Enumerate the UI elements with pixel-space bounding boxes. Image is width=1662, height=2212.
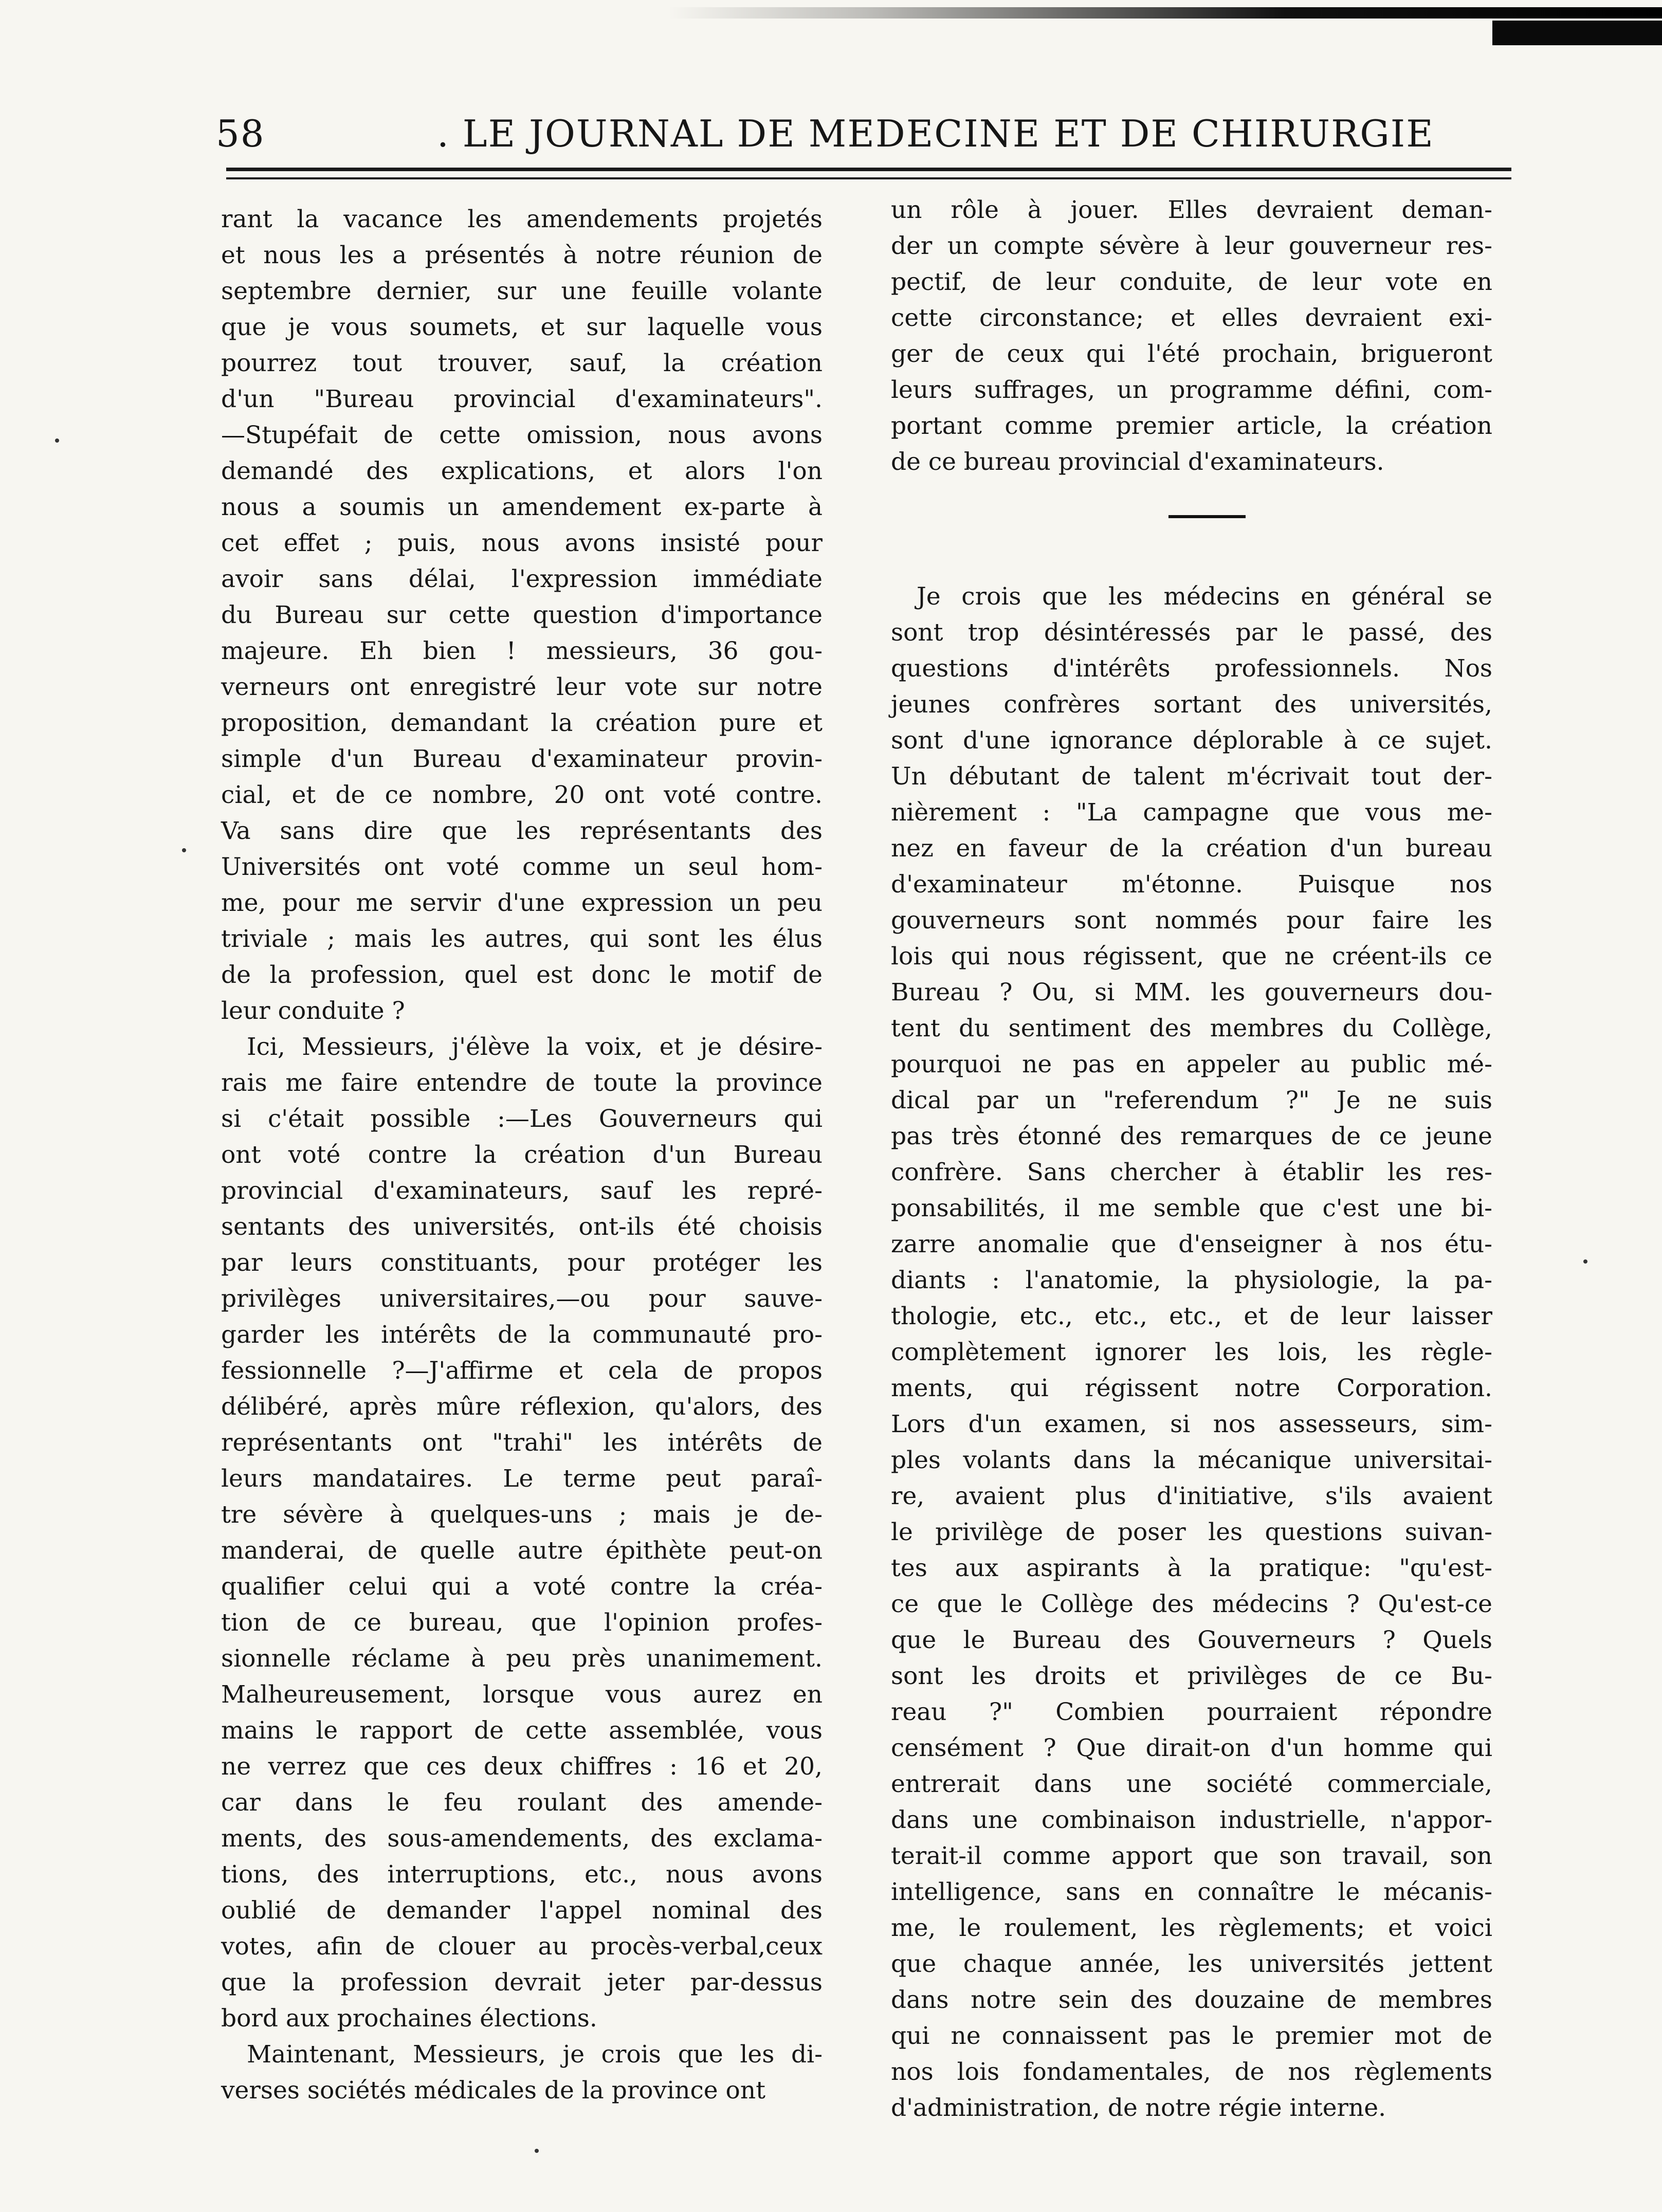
text-line: entrerait dans une société commerciale, — [891, 1770, 1492, 1798]
text-line: Maintenant, Messieurs, je crois que les di- — [247, 2040, 823, 2069]
text-line: confrère. Sans chercher à établir les res- — [891, 1158, 1492, 1186]
text-line: gouverneurs sont nommés pour faire les — [891, 906, 1492, 935]
text-line: rant la vacance les amendements projetés — [221, 205, 823, 233]
text-line: tion de ce bureau, que l'opinion profes- — [221, 1608, 823, 1637]
scan-edge-streak — [668, 7, 1662, 19]
text-line: verneurs ont enregistré leur vote sur notre — [221, 673, 823, 701]
text-line: ont voté contre la création d'un Bureau — [221, 1141, 823, 1169]
paragraph — [891, 192, 1492, 480]
text-line: cial, et de ce nombre, 20 ont voté contre. — [221, 781, 823, 809]
text-line: de la profession, quel est donc le motif de — [221, 961, 823, 989]
text-line: Universités ont voté comme un seul hom- — [221, 853, 823, 881]
text-line: tent du sentiment des membres du Collège, — [891, 1014, 1492, 1043]
paragraph — [221, 202, 823, 1029]
section-separator — [1168, 515, 1246, 518]
text-line: jeunes confrères sortant des universités, — [891, 690, 1492, 719]
text-line: d'un "Bureau provincial d'examinateurs". — [221, 385, 823, 413]
text-line: tions, des interruptions, etc., nous avons — [221, 1860, 823, 1889]
paragraph — [891, 579, 1492, 2126]
text-line: ments, qui régissent notre Corporation. — [891, 1374, 1492, 1402]
text-line: qualifier celui qui a voté contre la créa- — [221, 1573, 823, 1601]
text-line: représentants ont "trahi" les intérêts de — [221, 1429, 823, 1457]
header-rule-thin — [226, 177, 1511, 179]
text-line: diants : l'anatomie, la physiologie, la pa- — [891, 1266, 1492, 1294]
text-line: septembre dernier, sur une feuille volante — [221, 277, 823, 305]
text-line: et nous les a présentés à notre réunion de — [221, 241, 823, 269]
text-line: ments, des sous-amendements, des exclama- — [221, 1824, 823, 1853]
text-line: du Bureau sur cette question d'importance — [221, 601, 823, 629]
text-line: reau ?" Combien pourraient répondre — [891, 1698, 1492, 1726]
text-line: avoir sans délai, l'expression immédiate — [221, 565, 823, 593]
text-line: ponsabilités, il me semble que c'est une bi- — [891, 1194, 1492, 1222]
text-line: triviale ; mais les autres, qui sont les élus — [221, 925, 823, 953]
text-line: lois qui nous régissent, que ne créent-ils ce — [891, 942, 1492, 971]
text-line: car dans le feu roulant des amende- — [221, 1788, 823, 1817]
text-line: dans une combinaison industrielle, n'appor- — [891, 1806, 1492, 1834]
left-column — [221, 202, 823, 2109]
text-line: pas très étonné des remarques de ce jeune — [891, 1122, 1492, 1150]
text-line: sont les droits et privilèges de ce Bu- — [891, 1662, 1492, 1690]
text-line: que le Bureau des Gouverneurs ? Quels — [891, 1626, 1492, 1654]
paragraph — [221, 1029, 823, 2037]
text-line: dans notre sein des douzaine de membres — [891, 1986, 1492, 2014]
text-line: privilèges universitaires,—ou pour sauve- — [221, 1285, 823, 1313]
text-line: que la profession devrait jeter par-dessus — [221, 1968, 823, 1997]
text-line: me, le roulement, les règlements; et voici — [891, 1914, 1492, 1942]
text-line: tre sévère à quelques-uns ; mais je de- — [221, 1501, 823, 1529]
scan-edge-bar — [1492, 21, 1662, 45]
text-line: thologie, etc., etc., etc., et de leur laisser — [891, 1302, 1492, 1330]
text-line: que je vous soumets, et sur laquelle vous — [221, 313, 823, 341]
text-line: mains le rapport de cette assemblée, vous — [221, 1716, 823, 1745]
scan-speck — [535, 2149, 539, 2153]
text-line: simple d'un Bureau d'examinateur provin- — [221, 745, 823, 773]
text-line: portant comme premier article, la création — [891, 412, 1492, 440]
text-line: intelligence, sans en connaître le mécanis- — [891, 1878, 1492, 1906]
text-line: leur conduite ? — [221, 997, 405, 1025]
text-line: pourrez tout trouver, sauf, la création — [221, 349, 823, 377]
text-line: sont trop désintéressés par le passé, des — [891, 618, 1492, 647]
text-line: Je crois que les médecins en général se — [917, 582, 1492, 611]
text-line: Bureau ? Ou, si MM. les gouverneurs dou- — [891, 978, 1492, 1007]
text-line: délibéré, après mûre réflexion, qu'alors, des — [221, 1393, 823, 1421]
text-line: Malheureusement, lorsque vous aurez en — [221, 1680, 823, 1709]
header-rule — [226, 168, 1511, 171]
text-line: majeure. Eh bien ! messieurs, 36 gou- — [221, 637, 823, 665]
text-line: proposition, demandant la création pure et — [221, 709, 823, 737]
text-line: dical par un "referendum ?" Je ne suis — [891, 1086, 1492, 1114]
text-line: bord aux prochaines élections. — [221, 2004, 597, 2033]
text-line: nos lois fondamentales, de nos règlements — [891, 2058, 1492, 2086]
text-line: manderai, de quelle autre épithète peut-on — [221, 1537, 823, 1565]
text-line: ger de ceux qui l'été prochain, brigueront — [891, 340, 1492, 368]
text-line: questions d'intérêts professionnels. Nos — [891, 654, 1492, 683]
text-line: un rôle à jouer. Elles devraient deman- — [891, 196, 1492, 224]
text-line: re, avaient plus d'initiative, s'ils avaient — [891, 1482, 1492, 1510]
text-line: sentants des universités, ont-ils été choisis — [221, 1213, 823, 1241]
text-line: nièrement : "La campagne que vous me- — [891, 798, 1492, 827]
text-line: oublié de demander l'appel nominal des — [221, 1896, 823, 1925]
text-line: leurs suffrages, un programme défini, com- — [891, 376, 1492, 404]
text-line: rais me faire entendre de toute la province — [221, 1069, 823, 1097]
text-line: ples volants dans la mécanique universitai- — [891, 1446, 1492, 1474]
text-line: zarre anomalie que d'enseigner à nos étu- — [891, 1230, 1492, 1258]
text-line: tes aux aspirants à la pratique: "qu'est- — [891, 1554, 1492, 1582]
text-line: leurs mandataires. Le terme peut paraî- — [221, 1465, 823, 1493]
text-line: nous a soumis un amendement ex-parte à — [221, 493, 823, 521]
text-line: Va sans dire que les représentants des — [221, 817, 823, 845]
text-line: verses sociétés médicales de la province ont — [221, 2076, 765, 2105]
text-line: de ce bureau provincial d'examinateurs. — [891, 448, 1384, 476]
text-line: me, pour me servir d'une expression un peu — [221, 889, 823, 917]
text-line: cette circonstance; et elles devraient exi- — [891, 304, 1492, 332]
text-line: sionnelle réclame à peu près unanimement. — [221, 1644, 823, 1673]
text-line: fessionnelle ?—J'affirme et cela de propos — [221, 1357, 823, 1385]
text-line: le privilège de poser les questions suivan- — [891, 1518, 1492, 1546]
page-header — [216, 111, 1511, 157]
scan-speck — [1583, 1259, 1587, 1264]
text-line: ce que le Collège des médecins ? Qu'est-ce — [891, 1590, 1492, 1618]
text-line: provincial d'examinateurs, sauf les repré- — [221, 1177, 823, 1205]
text-line: cet effet ; puis, nous avons insisté pour — [221, 529, 823, 557]
text-line: demandé des explications, et alors l'on — [221, 457, 823, 485]
scan-speck — [182, 848, 186, 852]
scan-speck — [55, 438, 59, 443]
text-line: garder les intérêts de la communauté pro- — [221, 1321, 823, 1349]
text-line: pourquoi ne pas en appeler au public mé- — [891, 1050, 1492, 1078]
journal-title: . LE JOURNAL DE MEDECINE ET DE CHIRURGIE — [437, 112, 1434, 155]
page-number: 58 — [216, 112, 265, 155]
text-line: qui ne connaissent pas le premier mot de — [891, 2022, 1492, 2050]
text-line: Un débutant de talent m'écrivait tout der- — [891, 762, 1492, 791]
text-line: Ici, Messieurs, j'élève la voix, et je désire- — [247, 1033, 823, 1061]
text-line: ne verrez que ces deux chiffres : 16 et 20, — [221, 1752, 823, 1781]
text-line: sont d'une ignorance déplorable à ce sujet. — [891, 726, 1492, 755]
text-line: —Stupéfait de cette omission, nous avons — [221, 421, 823, 449]
text-line: d'administration, de notre régie interne. — [891, 2094, 1386, 2122]
text-line: nez en faveur de la création d'un bureau — [891, 834, 1492, 863]
text-line: par leurs constituants, pour protéger les — [221, 1249, 823, 1277]
text-line: Lors d'un examen, si nos assesseurs, sim- — [891, 1410, 1492, 1438]
text-line: si c'était possible :—Les Gouverneurs qui — [221, 1105, 823, 1133]
text-line: que chaque année, les universités jettent — [891, 1950, 1492, 1978]
text-line: complètement ignorer les lois, les règle- — [891, 1338, 1492, 1366]
paragraph — [221, 2037, 823, 2109]
text-line: censément ? Que dirait-on d'un homme qui — [891, 1734, 1492, 1762]
text-line: terait-il comme apport que son travail, son — [891, 1842, 1492, 1870]
text-line: pectif, de leur conduite, de leur vote en — [891, 268, 1492, 296]
text-line: der un compte sévère à leur gouverneur res- — [891, 232, 1492, 260]
text-line: d'examinateur m'étonne. Puisque nos — [891, 870, 1492, 899]
text-line: votes, afin de clouer au procès-verbal,ceux — [221, 1932, 823, 1961]
right-column — [891, 192, 1492, 2126]
